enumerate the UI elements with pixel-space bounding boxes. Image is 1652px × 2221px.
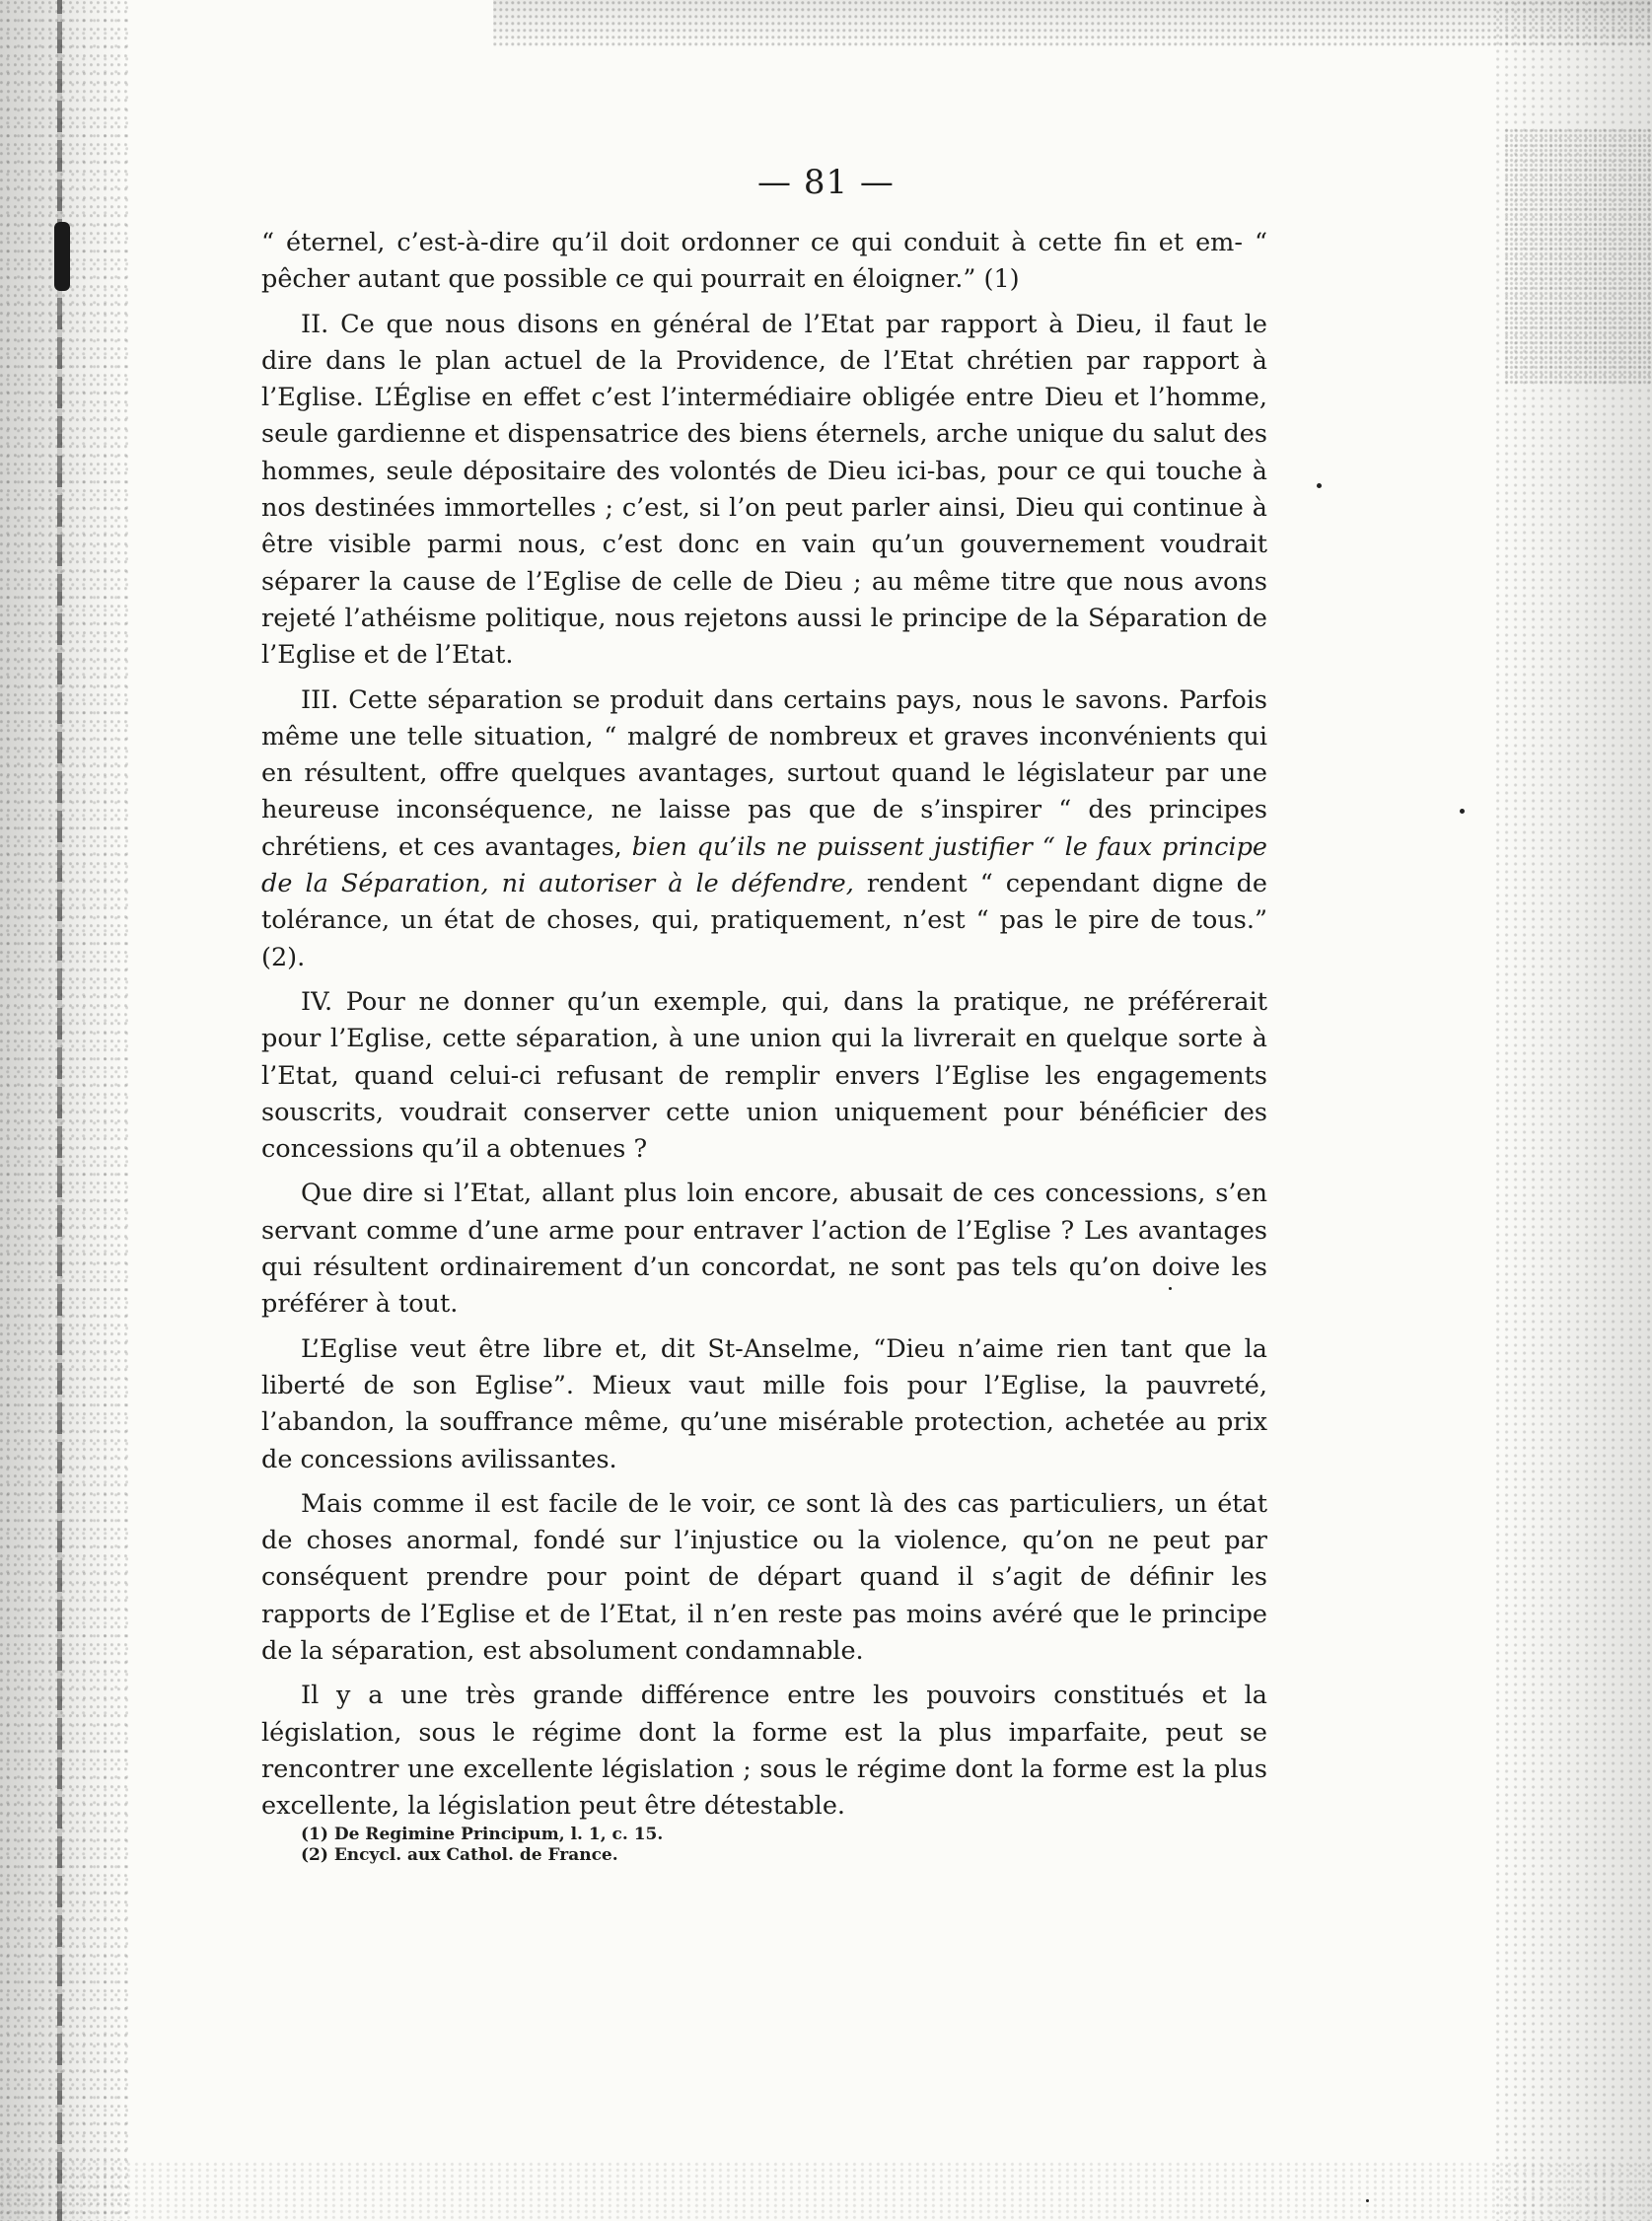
page-number: — 81 — <box>757 163 895 202</box>
paragraph-text: rendent “ cependant digne de tolérance, un état de choses, qui, pratiquement, n’est “ pas le pire de tous.” (2). <box>261 869 1267 972</box>
paragraph: Il y a une très grande différence entre les pouvoirs constitués et la législation, sous le régime dont la forme est la plus imparfaite, peut se rencontrer une excellente législation ; sous le régime dont la forme est la plus excellente, la législation peut être détestable. <box>261 1681 1267 1822</box>
scan-speck <box>1317 483 1322 488</box>
paragraph: L’Eglise veut être libre et, dit St-Anselme, “Dieu n’aime rien tant que la liberté de son Eglise”. Mieux vaut mille fois pour l’Eglise, la pauvreté, l’abandon, la souffrance même, qu’une misérable protection, achetée au prix de concessions avilissantes. <box>261 1333 1267 1474</box>
scan-border-top <box>493 0 1652 49</box>
body-text <box>261 225 1267 1832</box>
paragraph-section-iv: IV. Pour ne donner qu’un exemple, qui, dans la pratique, ne préférerait pour l’Eglise, cette séparation, à une union qui la livrerait en quelque sorte à l’Etat, quand celui-ci refusant de remplir envers l’Eglise les engagements souscrits, voudrait conserver cette union uniquement pour bénéficier des concessions qu’il a obtenues ? <box>261 986 1267 1165</box>
footnote: (1) De Regimine Principum, l. 1, c. 15. <box>301 1825 664 1844</box>
paragraph-section-iii <box>261 682 1267 976</box>
scan-border-left <box>0 0 128 2221</box>
paragraph: Que dire si l’Etat, allant plus loin encore, abusait de ces concessions, s’en servant comme d’une arme pour entraver l’action de l’Eglise ? Les avantages qui résultent ordinairement d’un concordat, ne sont pas tels qu’on doive les préférer à tout. <box>261 1179 1267 1320</box>
footnotes <box>301 1825 1188 1866</box>
scan-speck <box>1460 809 1465 814</box>
footnote: (2) Encycl. aux Cathol. de France. <box>301 1845 618 1865</box>
scan-binding-mark <box>54 222 70 291</box>
paragraph-text: III. Cette séparation se produit dans certains pays, nous le savons. Parfois même une telle situation, “ malgré de nombreux et graves inconvénients qui en résultent, offre quelques avantages, surtout quand le législateur par une heureuse inconséquence, ne laisse pas que de s’inspirer “ des principes chrétiens, et ces avantages, <box>261 684 1267 862</box>
paragraph-italic-quote: bien qu’ils ne puissent justifier “ le faux principe de la Séparation, ni autoriser à le défendre, <box>261 831 1268 899</box>
paragraph-section-ii: II. Ce que nous disons en général de l’Etat par rapport à Dieu, il faut le dire dans le plan actuel de la Providence, de l’Etat chrétien par rapport à l’Eglise. L’Église en effet c’est l’intermédiaire obligée entre Dieu et l’homme, seule gardienne et dispensatrice des biens éternels, arche unique du salut des hommes, seule dépositaire des volontés de Dieu ici-bas, pour ce qui touche à nos destinées immortelles ; c’est, si l’on peut parler ainsi, Dieu qui continue à être visible parmi nous, c’est donc en vain qu’un gouvernement voudrait séparer la cause de l’Eglise de celle de Dieu ; au même titre que nous avons rejeté l’athéisme politique, nous rejetons aussi le principe de la Séparation de l’Eglise et de l’Etat. <box>261 309 1267 671</box>
paragraph-continuation: “ éternel, c’est-à-dire qu’il doit ordonner ce qui conduit à cette fin et em- “ pêcher autant que possible ce qui pourrait en éloigner.” (1) <box>261 228 1267 295</box>
scan-speck <box>1366 2199 1369 2202</box>
scan-binding-line <box>57 0 62 2221</box>
scan-border-bottom <box>0 2162 1652 2221</box>
paragraph: Mais comme il est facile de le voir, ce sont là des cas particuliers, un état de choses anormal, fondé sur l’injustice ou la violence, qu’on ne peut par conséquent prendre pour point de départ quand il s’agit de définir les rapports de l’Eglise et de l’Etat, il n’en reste pas moins avéré que le principe de la séparation, est absolument condamnable. <box>261 1488 1267 1666</box>
